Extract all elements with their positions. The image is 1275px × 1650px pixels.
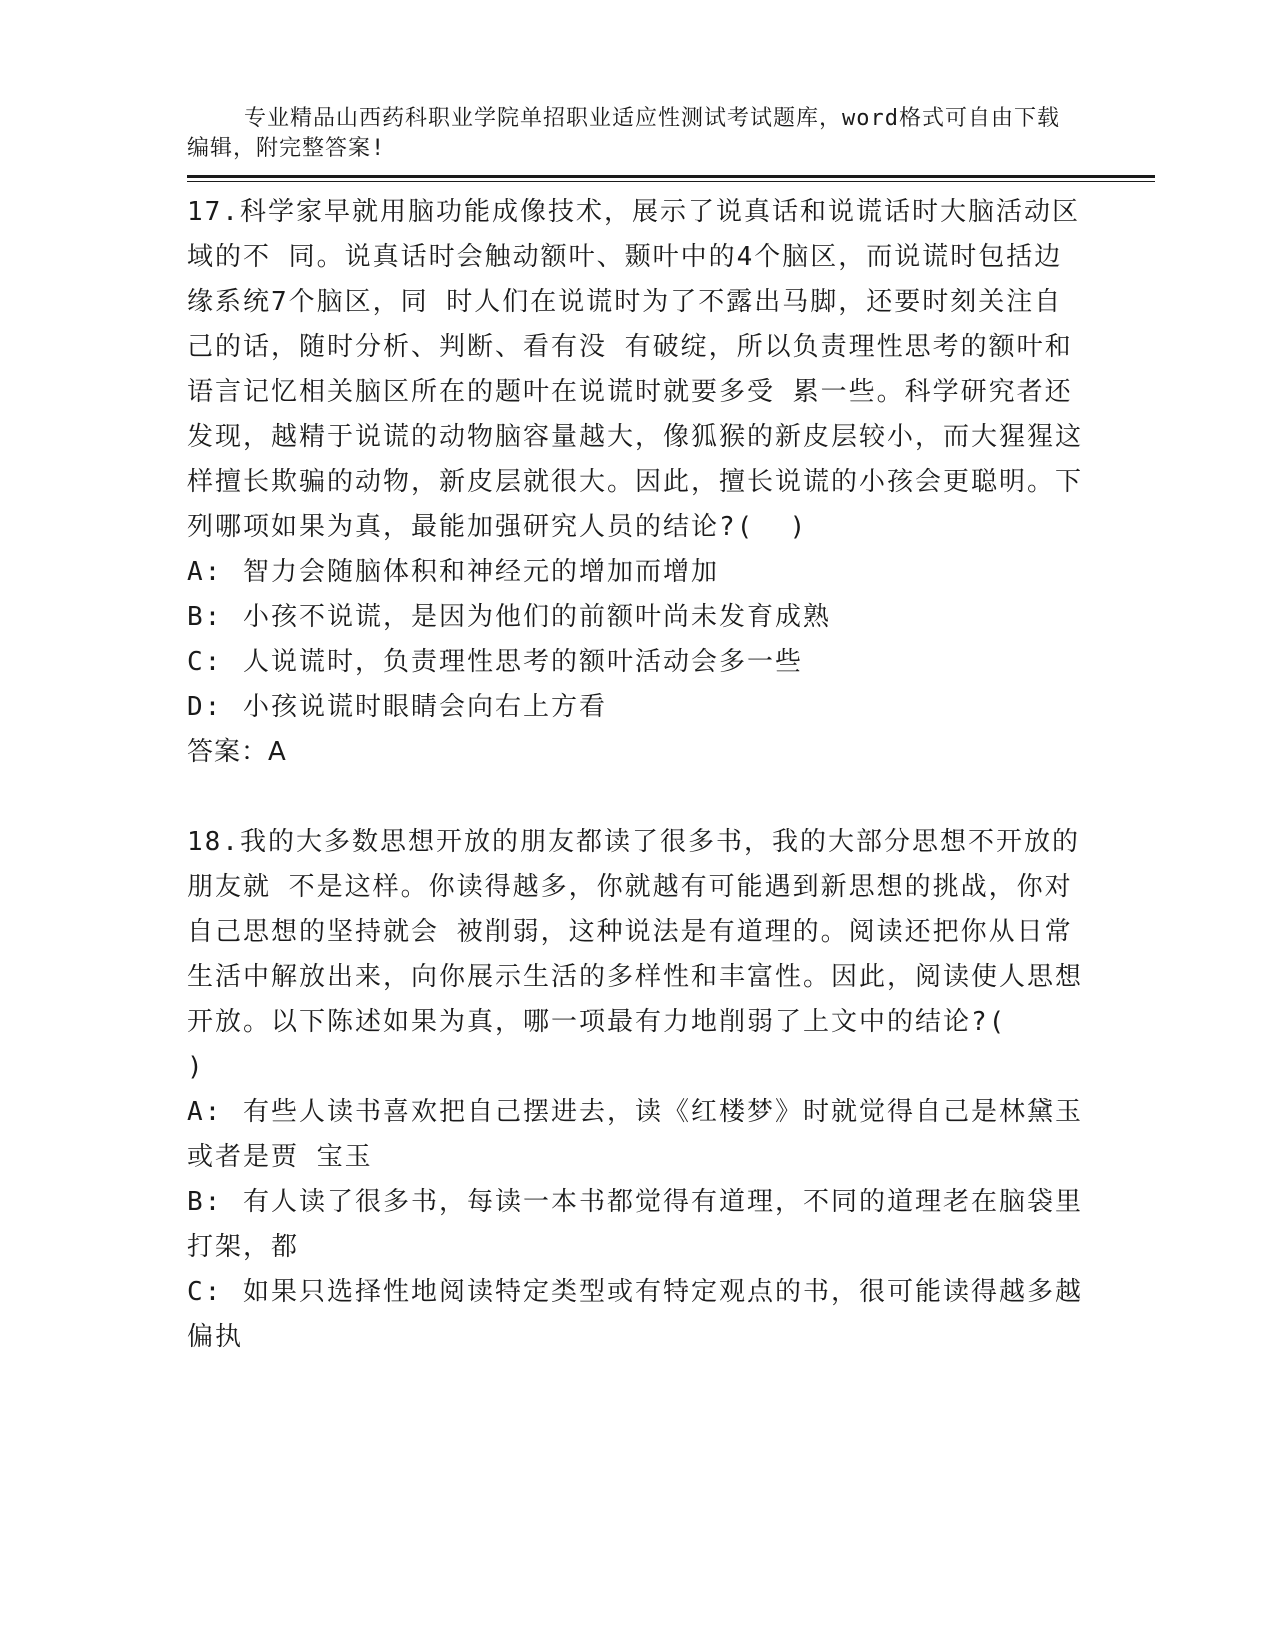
option-letter: A: — [187, 557, 223, 587]
question-spacer — [187, 775, 1087, 820]
option-letter: C: — [187, 647, 223, 677]
question-18 — [187, 820, 1087, 1360]
option-b — [187, 1180, 1087, 1270]
option-text: 人说谎时，负责理性思考的额叶活动会多一些 — [243, 647, 804, 677]
option-text: 有些人读书喜欢把自己摆进去，读《红楼梦》时就觉得自己是林黛玉或者是贾 宝玉 — [187, 1097, 1084, 1172]
option-letter: B: — [187, 602, 223, 632]
answer-line: 答案：A — [187, 737, 287, 767]
option-c — [187, 640, 1087, 685]
header-divider-thin — [187, 181, 1155, 182]
option-text: 小孩不说谎，是因为他们的前额叶尚未发育成熟 — [243, 602, 832, 632]
option-a — [187, 550, 1087, 595]
option-a — [187, 1090, 1087, 1180]
option-c — [187, 1270, 1087, 1360]
option-letter: D: — [187, 692, 223, 722]
question-stem: 17.科学家早就用脑功能成像技术，展示了说真话和说谎话时大脑活动区域的不 同。说真话时会触动额叶、颞叶中的4个脑区，而说谎时包括边缘系统7个脑区，同 时人们在说谎时为了不露出马脚，还要时刻关注自己的话，随时分析、判断、看有没 有破绽，所以负责理性思考的额叶和语言记忆相关脑区所在的题叶在说谎时就要多受 累一些。科学研究者还发现，越精于说谎的动物脑容量越大，像狐猴的新皮层较小，而大猩猩这样擅长欺骗的动物，新皮层就很大。因此，擅长说谎的小孩会更聪明。下列哪项如果为真，最能加强研究人员的结论?( ) — [187, 197, 1084, 542]
option-letter: A: — [187, 1097, 223, 1127]
question-content — [187, 190, 1087, 1360]
option-b — [187, 595, 1087, 640]
question-17 — [187, 190, 1087, 775]
question-stem: 18.我的大多数思想开放的朋友都读了很多书，我的大部分思想不开放的朋友就 不是这样。你读得越多，你就越有可能遇到新思想的挑战，你对自己思想的坚持就会 被削弱，这种说法是有道理的。阅读还把你从日常生活中解放出来，向你展示生活的多样性和丰富性。因此，阅读使人思想开放。以下陈述如果为真，哪一项最有力地削弱了上文中的结论?( ) — [187, 827, 1084, 1082]
header-divider-thick — [187, 175, 1155, 178]
option-d — [187, 685, 1087, 730]
header-text: 专业精品山西药科职业学院单招职业适应性测试考试题库，word格式可自由下载编辑，附完整答案! — [187, 106, 1060, 161]
option-text: 智力会随脑体积和神经元的增加而增加 — [243, 557, 720, 587]
option-letter: B: — [187, 1187, 223, 1217]
option-text: 有人读了很多书，每读一本书都觉得有道理，不同的道理老在脑袋里打架，都 — [187, 1187, 1084, 1262]
option-text: 如果只选择性地阅读特定类型或有特定观点的书，很可能读得越多越偏执 — [187, 1277, 1084, 1352]
option-letter: C: — [187, 1277, 223, 1307]
option-text: 小孩说谎时眼睛会向右上方看 — [243, 692, 608, 722]
